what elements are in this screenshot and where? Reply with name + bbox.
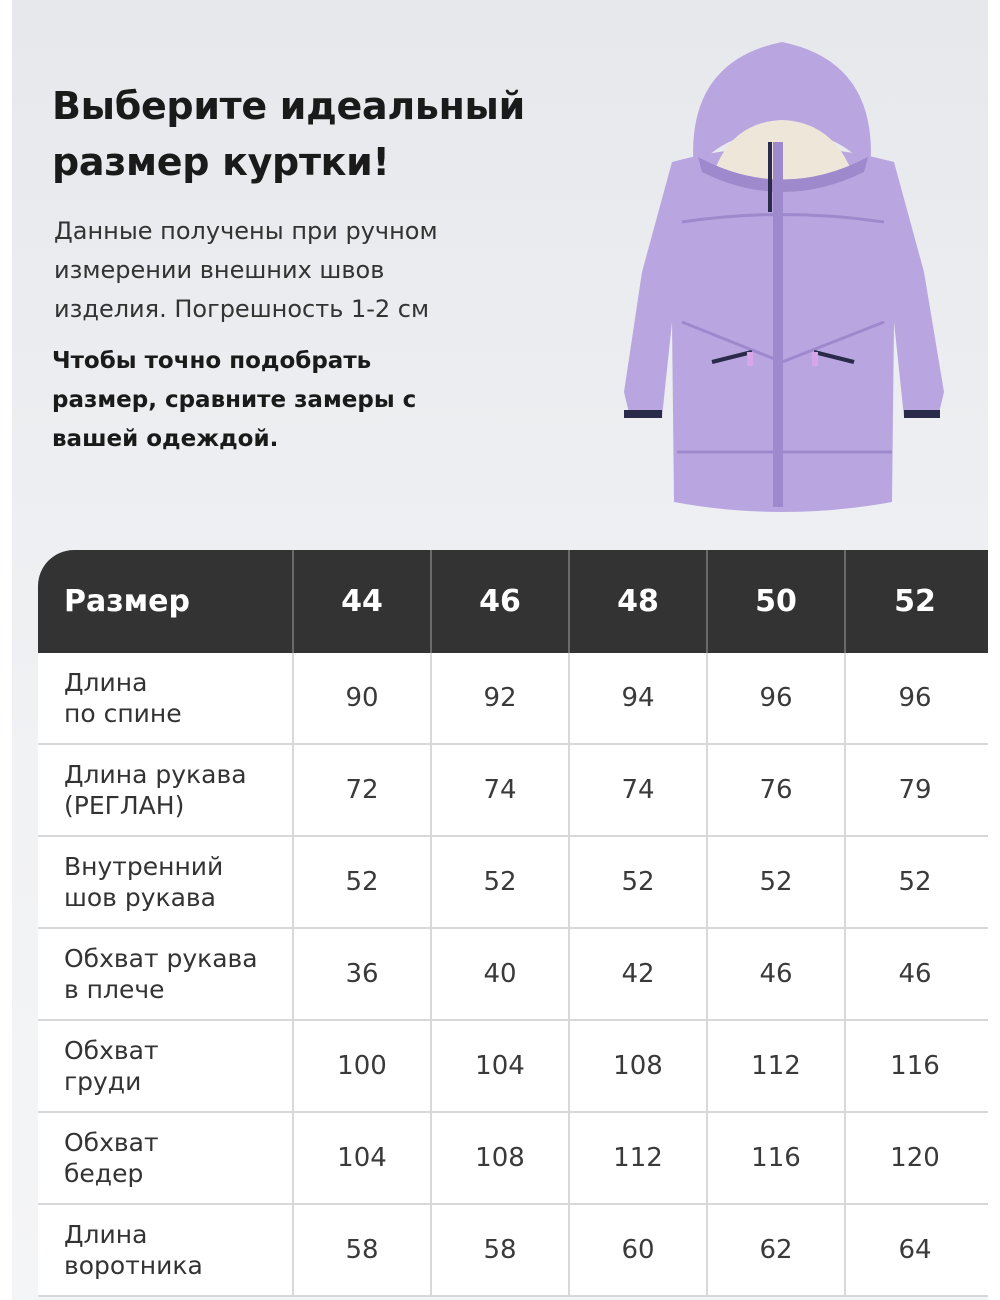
table-cell: 58: [432, 1205, 570, 1295]
table-row: [38, 1205, 988, 1297]
page: [12, 0, 988, 1300]
size-header: 48: [570, 550, 708, 653]
size-header: 50: [708, 550, 846, 653]
table-cell: 52: [570, 837, 708, 927]
page-title: Выберите идеальный размер куртки!: [52, 84, 525, 184]
table-cell: 108: [432, 1113, 570, 1203]
table-cell: 104: [294, 1113, 432, 1203]
measurement-note: Данные получены при ручном измерении внешних швов изделия. Погрешность 1-2 см: [54, 217, 438, 323]
size-table: [38, 550, 988, 1297]
table-row: [38, 1021, 988, 1113]
size-header: 46: [432, 550, 570, 653]
table-cell: 52: [432, 837, 570, 927]
table-cell: 96: [898, 683, 932, 713]
table-cell: 90: [294, 653, 432, 743]
row-label: Обхват груди: [38, 1021, 294, 1111]
table-cell: 46: [708, 929, 846, 1019]
table-cell: 76: [708, 745, 846, 835]
table-cell: 40: [432, 929, 570, 1019]
row-label: Длина по спине: [38, 653, 294, 743]
header-label: Размер: [38, 550, 294, 653]
table-row: [38, 1113, 988, 1205]
table-cell: 116: [890, 1051, 940, 1081]
table-cell: 58: [294, 1205, 432, 1295]
table-cell: 100: [294, 1021, 432, 1111]
table-cell: 74: [432, 745, 570, 835]
fitting-advice: Чтобы точно подобрать размер, сравните замеры с вашей одеждой.: [52, 348, 417, 452]
row-label: Длина рукава (РЕГЛАН): [38, 745, 294, 835]
row-label: Обхват бедер: [38, 1113, 294, 1203]
table-cell: 116: [708, 1113, 846, 1203]
jacket-image: [602, 22, 962, 522]
table-cell: 36: [294, 929, 432, 1019]
table-cell: 46: [898, 959, 932, 989]
table-cell: 112: [570, 1113, 708, 1203]
table-row: [38, 929, 988, 1021]
table-row: [38, 837, 988, 929]
table-cell: 74: [570, 745, 708, 835]
table-cell: 60: [570, 1205, 708, 1295]
table-cell: 112: [708, 1021, 846, 1111]
row-label: Внутренний шов рукава: [38, 837, 294, 927]
table-row: [38, 653, 988, 745]
row-label: Обхват рукава в плече: [38, 929, 294, 1019]
table-cell: 42: [570, 929, 708, 1019]
table-cell: 52: [708, 837, 846, 927]
table-cell: 120: [890, 1143, 940, 1173]
table-header-row: [38, 550, 988, 653]
table-cell: 94: [570, 653, 708, 743]
table-cell: 64: [898, 1235, 932, 1265]
table-cell: 92: [432, 653, 570, 743]
row-label: Длина воротника: [38, 1205, 294, 1295]
table-cell: 104: [432, 1021, 570, 1111]
table-cell: 52: [294, 837, 432, 927]
table-cell: 108: [570, 1021, 708, 1111]
size-header: 52: [894, 584, 936, 619]
table-cell: 72: [294, 745, 432, 835]
table-cell: 62: [708, 1205, 846, 1295]
table-row: [38, 745, 988, 837]
size-header: 44: [294, 550, 432, 653]
table-cell: 52: [898, 867, 932, 897]
table-cell: 79: [898, 775, 932, 805]
table-cell: 96: [708, 653, 846, 743]
